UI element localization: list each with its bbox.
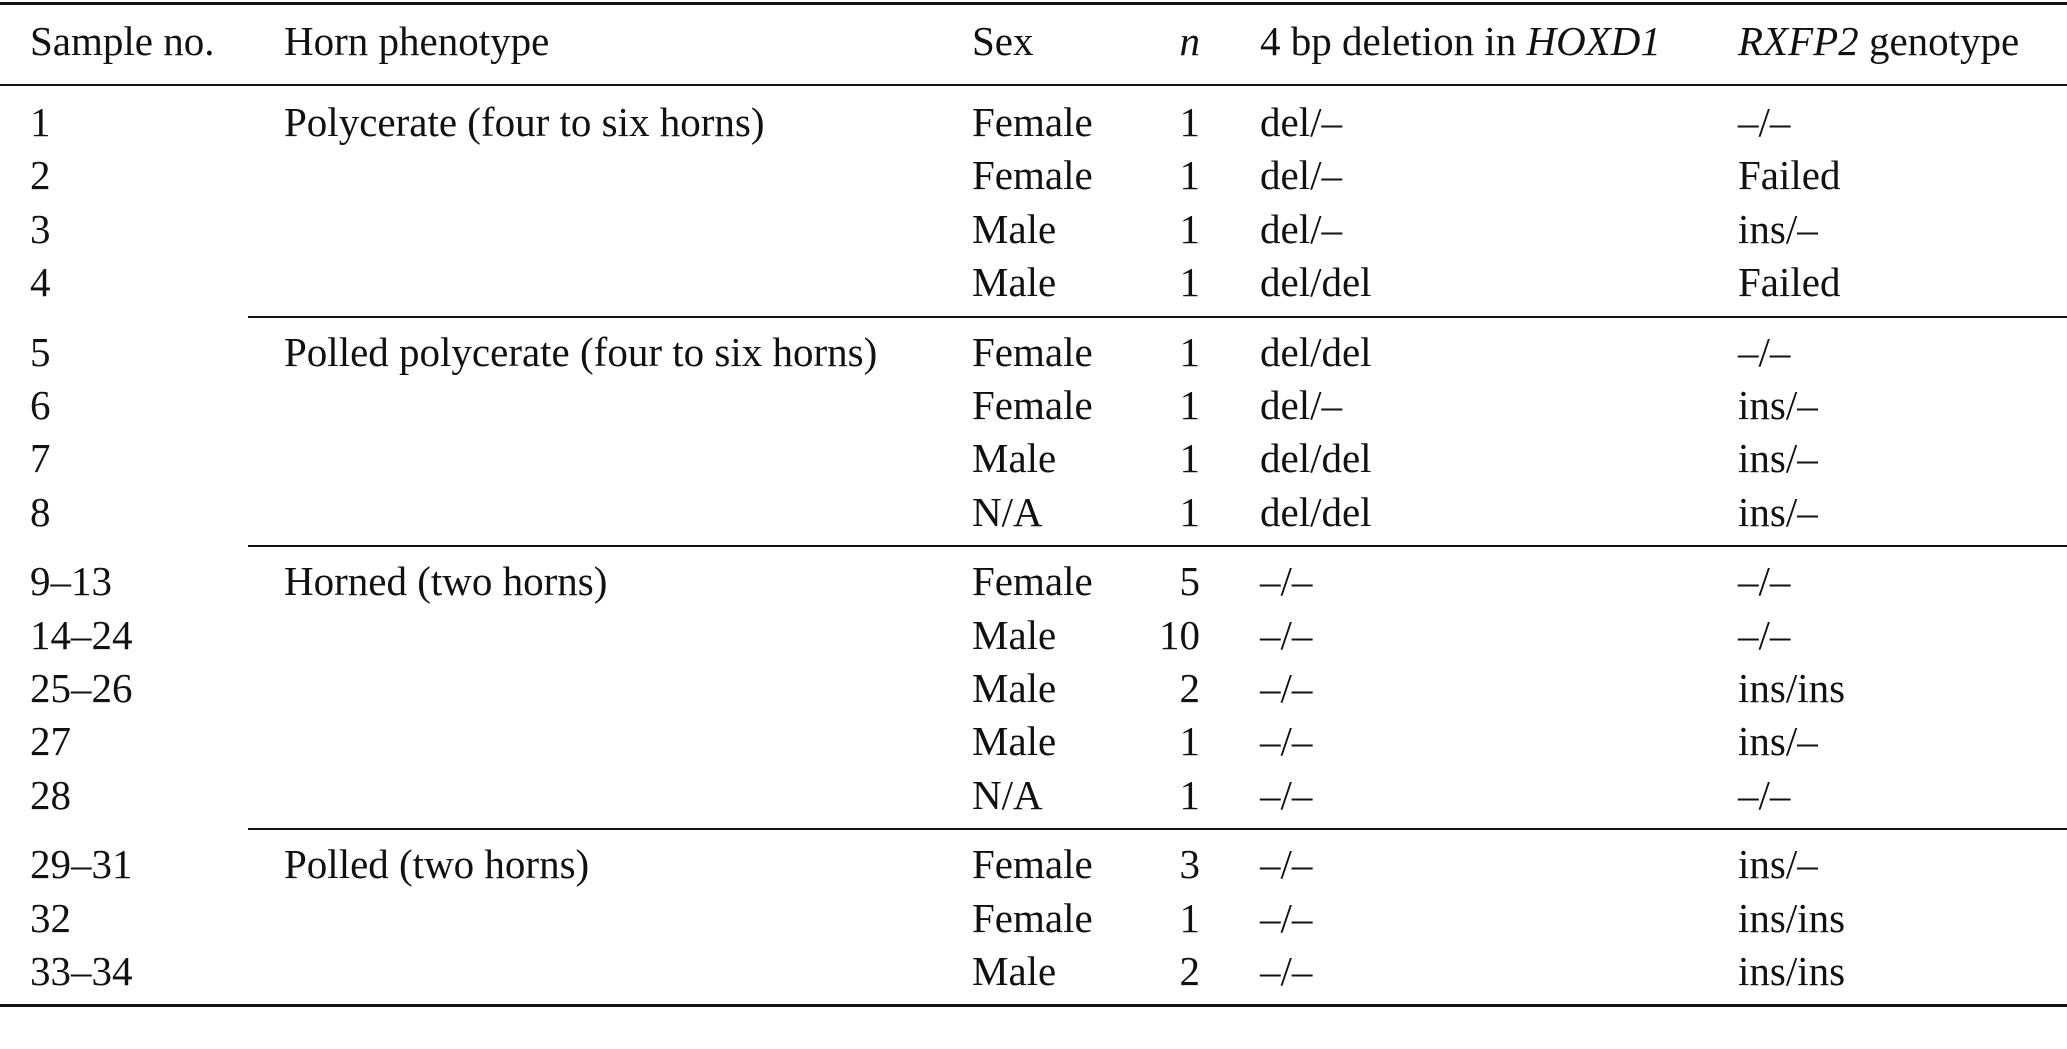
hoxd1-cell: –/– — [1260, 771, 1313, 818]
sex-cell: Female — [972, 328, 1093, 375]
n-cell: 3 — [1179, 841, 1200, 888]
header-rxfp2-suffix: genotype — [1858, 18, 2020, 64]
sample-cell: 28 — [30, 771, 71, 818]
sample-cell: 6 — [30, 382, 51, 428]
n-cell: 1 — [1179, 435, 1200, 482]
hoxd1-cell: del/del — [1260, 259, 1372, 306]
n-cell: 1 — [1179, 718, 1200, 765]
sample-cell: 8 — [30, 488, 51, 535]
sample-cell: 14–24 — [30, 611, 133, 658]
sex-cell: Female — [972, 558, 1093, 605]
rxfp2-cell: ins/– — [1738, 841, 1818, 888]
hoxd1-cell: del/– — [1260, 99, 1342, 145]
horn-phenotype-cell: Polled (two horns) — [284, 841, 590, 888]
n-cell: 2 — [1179, 665, 1200, 711]
sex-cell: N/A — [972, 488, 1043, 535]
hoxd1-cell: –/– — [1260, 611, 1313, 658]
n-cell: 1 — [1179, 894, 1200, 941]
header-sample: Sample no. — [30, 18, 215, 64]
hoxd1-cell: del/del — [1260, 435, 1372, 482]
rxfp2-cell: –/– — [1738, 558, 1791, 605]
sex-cell: Female — [972, 152, 1093, 199]
sample-cell: 29–31 — [30, 841, 133, 888]
n-cell: 5 — [1179, 558, 1200, 605]
rxfp2-cell: ins/– — [1738, 488, 1818, 535]
horn-phenotype-cell: Polycerate (four to six horns) — [284, 99, 765, 145]
hoxd1-cell: del/del — [1260, 328, 1372, 375]
group-separator-rule — [248, 545, 2067, 547]
hoxd1-cell: –/– — [1260, 894, 1313, 941]
hoxd1-cell: del/del — [1260, 488, 1372, 535]
sex-cell: Male — [972, 948, 1057, 994]
header-hoxd1-gene: HOXD1 — [1526, 18, 1661, 64]
horn-phenotype-cell: Polled polycerate (four to six horns) — [284, 328, 878, 375]
hoxd1-cell: –/– — [1260, 841, 1313, 888]
n-cell: 10 — [1159, 611, 1200, 658]
hoxd1-cell: –/– — [1260, 718, 1313, 765]
rxfp2-cell: ins/– — [1738, 718, 1818, 765]
sex-cell: N/A — [972, 771, 1043, 818]
sex-cell: Male — [972, 259, 1057, 306]
horn-phenotype-cell: Horned (two horns) — [284, 558, 608, 605]
rxfp2-cell: ins/– — [1738, 435, 1818, 482]
sample-cell: 1 — [30, 99, 51, 145]
sex-cell: Male — [972, 205, 1057, 252]
rxfp2-cell: –/– — [1738, 771, 1791, 818]
header-rule — [0, 84, 2067, 86]
n-cell: 1 — [1179, 152, 1200, 199]
sample-cell: 9–13 — [30, 558, 112, 605]
sample-cell: 27 — [30, 718, 71, 765]
sample-cell: 2 — [30, 152, 51, 199]
header-rxfp2-gene: RXFP2 — [1738, 18, 1859, 64]
group-separator-rule — [248, 316, 2067, 318]
sex-cell: Male — [972, 435, 1057, 482]
rxfp2-cell: –/– — [1738, 328, 1791, 375]
n-cell: 1 — [1179, 99, 1200, 145]
hoxd1-cell: –/– — [1260, 665, 1313, 711]
sample-cell: 5 — [30, 328, 51, 375]
rxfp2-cell: Failed — [1738, 152, 1841, 199]
sample-cell: 4 — [30, 259, 51, 306]
rxfp2-cell: ins/ins — [1738, 948, 1846, 994]
sample-cell: 33–34 — [30, 948, 133, 994]
hoxd1-cell: –/– — [1260, 948, 1313, 994]
header-hoxd1-prefix: 4 bp deletion in — [1260, 18, 1527, 64]
top-rule — [0, 2, 2067, 5]
header-rxfp2-genotype — [1738, 17, 2019, 65]
sex-cell: Female — [972, 99, 1093, 145]
sample-cell: 32 — [30, 894, 71, 941]
header-hoxd1-deletion — [1260, 17, 1661, 65]
hoxd1-cell: del/– — [1260, 152, 1342, 199]
n-cell: 1 — [1179, 205, 1200, 252]
sample-cell: 3 — [30, 205, 51, 252]
header-sex: Sex — [972, 18, 1034, 64]
header-n-label: n — [1179, 18, 1200, 64]
rxfp2-cell: ins/ins — [1738, 894, 1846, 941]
n-cell: 2 — [1179, 948, 1200, 994]
sex-cell: Male — [972, 665, 1057, 711]
hoxd1-cell: –/– — [1260, 558, 1313, 605]
n-cell: 1 — [1179, 259, 1200, 306]
header-horn-phenotype: Horn phenotype — [284, 18, 550, 64]
sex-cell: Female — [972, 841, 1093, 888]
rxfp2-cell: –/– — [1738, 611, 1791, 658]
rxfp2-cell: ins/– — [1738, 382, 1818, 428]
sample-cell: 7 — [30, 435, 51, 482]
n-cell: 1 — [1179, 328, 1200, 375]
n-cell: 1 — [1179, 382, 1200, 428]
n-cell: 1 — [1179, 488, 1200, 535]
rxfp2-cell: –/– — [1738, 99, 1791, 145]
group-separator-rule — [248, 828, 2067, 830]
sex-cell: Male — [972, 718, 1057, 765]
bottom-rule — [0, 1004, 2067, 1007]
sex-cell: Female — [972, 894, 1093, 941]
header-n — [1120, 17, 1200, 65]
rxfp2-cell: Failed — [1738, 259, 1841, 306]
rxfp2-cell: ins/ins — [1738, 665, 1846, 711]
sample-cell: 25–26 — [30, 665, 133, 711]
hoxd1-cell: del/– — [1260, 205, 1342, 252]
hoxd1-cell: del/– — [1260, 382, 1342, 428]
n-cell: 1 — [1179, 771, 1200, 818]
sex-cell: Female — [972, 382, 1093, 428]
rxfp2-cell: ins/– — [1738, 205, 1818, 252]
sex-cell: Male — [972, 611, 1057, 658]
